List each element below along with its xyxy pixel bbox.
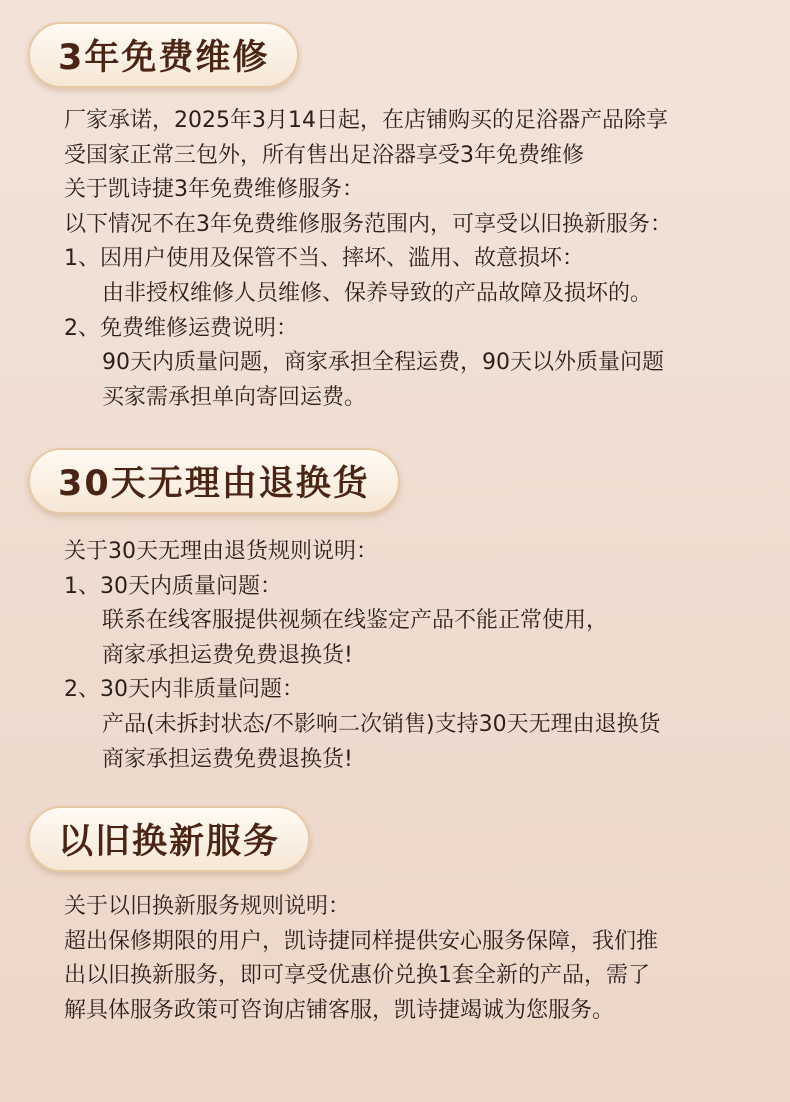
body-line: 出以旧换新服务，即可享受优惠价兑换1套全新的产品，需了 [64, 963, 650, 989]
section-title: 3年免费维修 [58, 38, 270, 78]
body-line: 受国家正常三包外，所有售出足浴器享受3年免费维修 [64, 142, 584, 168]
section-title-pill [28, 806, 310, 872]
list-item: 1、30天内质量问题： [64, 573, 282, 599]
section-body [64, 890, 760, 1028]
list-item-detail: 由非授权维修人员维修、保养导致的产品故障及损坏的。 [102, 280, 653, 306]
list-item-detail: 商家承担运费免费退换货! [102, 642, 353, 668]
section-title-pill [28, 448, 400, 514]
list-item: 1、因用户使用及保管不当、摔坏、滥用、故意损坏： [64, 246, 584, 272]
body-line: 厂家承诺，2025年3月14日起，在店铺购买的足浴器产品除享 [64, 108, 668, 133]
list-item-detail: 联系在线客服提供视频在线鉴定产品不能正常使用， [102, 608, 609, 634]
body-line: 关于30天无理由退货规则说明： [64, 539, 378, 564]
body-line: 解具体服务政策可咨询店铺客服，凯诗捷竭诚为您服务。 [64, 997, 615, 1023]
list-item-detail: 买家需承担单向寄回运费。 [102, 384, 367, 410]
section-title: 30天无理由退换货 [58, 464, 370, 504]
section-body [64, 104, 760, 415]
body-line: 关于凯诗捷3年免费维修服务： [64, 177, 364, 203]
list-item: 2、免费维修运费说明： [64, 315, 298, 341]
list-item: 2、30天内非质量问题： [64, 677, 304, 703]
body-line: 关于以旧换新服务规则说明： [64, 894, 351, 919]
body-line: 以下情况不在3年免费维修服务范围内，可享受以旧换新服务： [64, 211, 672, 237]
body-line: 超出保修期限的用户，凯诗捷同样提供安心服务保障，我们推 [64, 928, 659, 954]
list-item-detail: 商家承担运费免费退换货! [102, 746, 353, 772]
list-item-detail: 90天内质量问题，商家承担全程运费，90天以外质量问题 [102, 350, 664, 376]
list-item-detail: 产品(未拆封状态/不影响二次销售)支持30天无理由退换货 [102, 711, 661, 737]
section-title: 以旧换新服务 [58, 822, 281, 862]
section-body [64, 535, 760, 777]
section-title-pill [28, 22, 299, 88]
